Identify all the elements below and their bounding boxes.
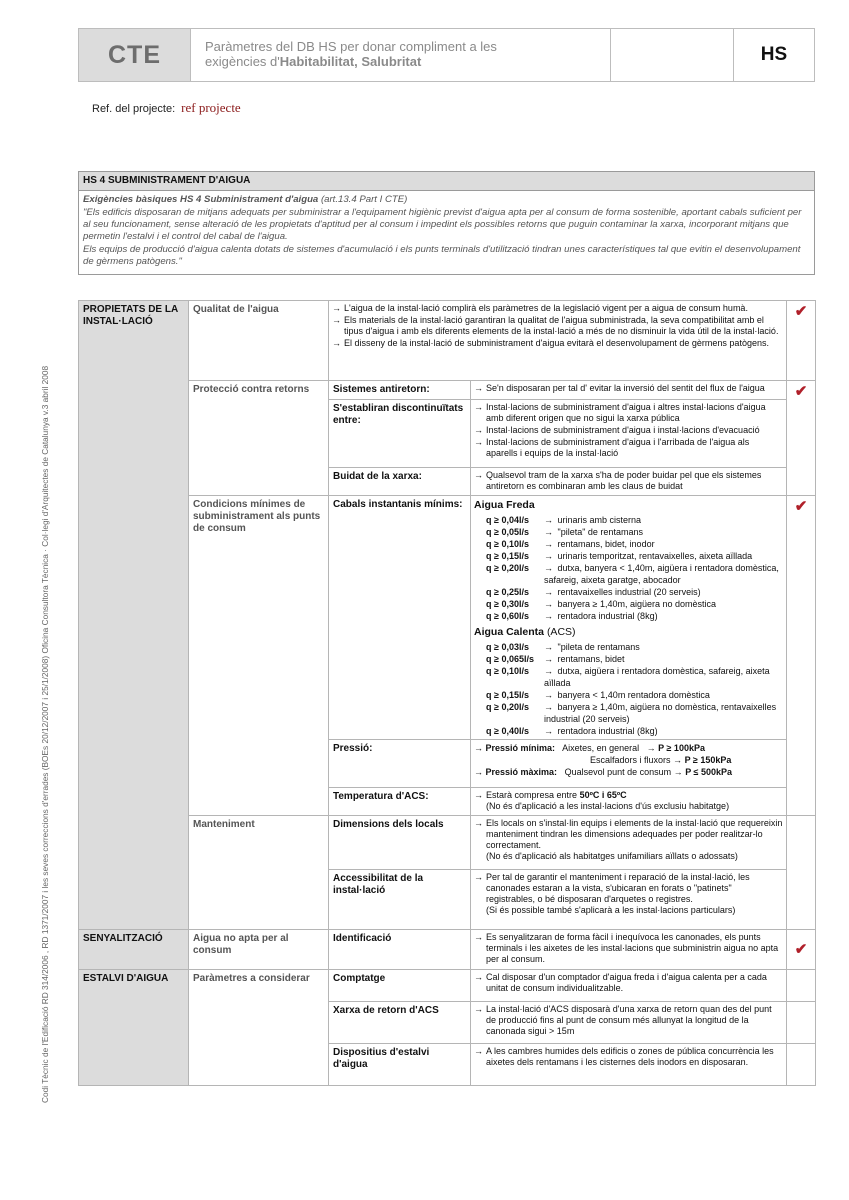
flow-value: q ≥ 0,10l/s [486, 539, 529, 549]
comptatge-label: Comptatge [329, 970, 471, 1002]
cabals-content [471, 496, 787, 740]
dispositius-content: → A les cambres humides dels edificis o zones de pública concurrència les aixetes dels rentamans i les cisternes dels inodors en disposaran. [471, 1044, 787, 1086]
table-row [79, 381, 816, 400]
flow-item [486, 598, 783, 610]
flow-value: q ≥ 0,03l/s [486, 642, 529, 652]
estalvi-label: Paràmetres a considerar [189, 970, 329, 1086]
freda-list [474, 514, 783, 622]
senyal-label: Aigua no apta per al consum [189, 930, 329, 970]
flow-use: rentamans, bidet, inodor [557, 539, 655, 549]
flow-item [486, 514, 783, 526]
flow-value: q ≥ 0,05l/s [486, 527, 529, 537]
section-senyalitzacio: SENYALITZACIÓ [79, 930, 189, 970]
list-item: → Instal·lacions de subministrament d'aigua i l'arribada de l'aigua als aparells i equips de la instal·lació [474, 437, 750, 458]
check-icon: ✔ [794, 498, 808, 515]
flow-value: q ≥ 0,10l/s [486, 666, 529, 676]
flow-item [486, 701, 783, 725]
list-item: → El disseny de la instal·lació de subministrament d'aigua evitarà el desenvolupament de gèrmens patògens. [332, 338, 769, 348]
table-row [79, 930, 816, 970]
flow-item [486, 653, 783, 665]
identificacio-content: → Es senyalitzaran de forma fàcil i inequívoca les canonades, els punts terminals i les aixetes de les instal·lacions que subministrin aigua no apta per al consum. [471, 930, 787, 970]
qualitat-label: Qualitat de l'aigua [189, 301, 329, 381]
list-item: → Instal·lacions de subministrament d'aigua i altres instal·lacions d'aigua amb diferent origen que no sigui la xarxa pública [474, 402, 766, 423]
temperatura-label: Temperatura d'ACS: [329, 788, 471, 816]
flow-use: "pileta de rentamans [557, 642, 640, 652]
flow-item [486, 689, 783, 701]
flow-value: q ≥ 0,25l/s [486, 587, 529, 597]
flow-value: q ≥ 0,20l/s [486, 563, 529, 573]
reference-value: ref projecte [181, 100, 241, 115]
condicions-checkbox[interactable] [787, 496, 816, 816]
proteccio-checkbox[interactable] [787, 381, 816, 496]
manteniment-label: Manteniment [189, 816, 329, 930]
header-spacer [611, 29, 734, 81]
temperatura-content: → Estarà compresa entre 50ºC i 65ºC (No és d'aplicació a les instal·lacions d'ús exclusiu habitatge) [471, 788, 787, 816]
list-item: → Els materials de la instal·lació garantiran la qualitat de l'aigua subministrada, la seva compatibilitat amb el tipus d'aigua i amb els diferents elements de la instal·lació a més de no disminuir la vida útil de la instal·lació. [332, 315, 779, 336]
section-estalvi: ESTALVI D'AIGUA [79, 970, 189, 1086]
requirements-table [78, 300, 815, 1086]
accessibilitat-content: → Per tal de garantir el manteniment i reparació de la instal·lació, les canonades estaran a la vista, s'ubicaran en forats o "patinets" registrables, o bé disposaran d'arquetes o registres. (Si és possible també s'aplicarà a les instal·lacions particulars) [471, 870, 787, 930]
intro-paragraph-2: Els equips de producció d'aigua calenta dotats de sistemes d'acumulació i els punts terminals d'utilització tindran unes característiques tal que evitin el desenvolupament de gèrmens patògens." [83, 244, 801, 267]
arrow-icon: → [544, 690, 553, 700]
flow-use: rentamans, bidet [557, 654, 625, 664]
title-line-1: Paràmetres del DB HS per donar compliment a les [205, 39, 497, 54]
title-line-2: exigències d'Habitabilitat, Salubritat [205, 54, 422, 69]
cte-logo: CTE [79, 29, 191, 81]
flow-item [486, 725, 783, 737]
arrow-icon: → [544, 539, 553, 549]
arrow-icon: → [544, 702, 553, 712]
check-icon: ✔ [794, 941, 808, 958]
flow-value: q ≥ 0,40l/s [486, 726, 529, 736]
side-legal-text: Codi Tècnic de l'Edificació RD 314/2006 , RD 1371/2007 i les seves correccions d'errades (BOEs 20/12/2007 i 25/1/2008) Oficina Consultora Tècnica · Col·legi d'Arquitectes de Catalunya v.3 abril 2008 [40, 365, 50, 1103]
flow-item [486, 610, 783, 622]
xarxa-retorn-checkbox[interactable] [787, 1002, 816, 1044]
discontinuitats-label: S'establiran discontinuïtats entre: [329, 400, 471, 468]
arrow-icon: → [544, 587, 553, 597]
flow-use: dutxa, aigüera i rentadora domèstica, safareig, aixeta aïllada [544, 666, 770, 688]
accessibilitat-label: Accessibilitat de la instal·lació [329, 870, 471, 930]
section-code: HS [760, 44, 788, 65]
intro-body [79, 191, 814, 274]
identificacio-label: Identificació [329, 930, 471, 970]
flow-use: urinaris amb cisterna [557, 515, 642, 525]
comptatge-checkbox[interactable] [787, 970, 816, 1002]
arrow-icon: → [544, 599, 553, 609]
flow-use: banyera ≥ 1,40m, aigüera no domèstica [557, 599, 717, 609]
dispositius-label: Dispositius d'estalvi d'aigua [329, 1044, 471, 1086]
table-row [79, 970, 816, 1002]
flow-use: rentadora industrial (8kg) [557, 726, 658, 736]
discontinuitats-content [471, 400, 787, 468]
arrow-icon: → [544, 642, 553, 652]
senyal-checkbox[interactable] [787, 930, 816, 970]
flow-use: rentavaixelles industrial (20 serveis) [557, 587, 701, 597]
document-title [191, 29, 611, 81]
arrow-icon: → [544, 611, 553, 621]
project-reference [92, 100, 241, 116]
xarxa-retorn-label: Xarxa de retorn d'ACS [329, 1002, 471, 1044]
arrow-icon: → [544, 726, 553, 736]
arrow-icon: → [544, 563, 553, 573]
freda-title: Aigua Freda [474, 499, 535, 511]
list-item: → Instal·lacions de subministrament d'aigua i instal·lacions d'evacuació [474, 425, 760, 435]
flow-use: banyera ≥ 1,40m, aigüera no domèstica, rentavaixelles industrial (20 serveis) [544, 702, 777, 724]
reference-label: Ref. del projecte: [92, 103, 176, 115]
flow-item [486, 641, 783, 653]
manteniment-checkbox[interactable] [787, 816, 816, 930]
flow-value: q ≥ 0,065l/s [486, 654, 534, 664]
xarxa-retorn-content: → La instal·lació d'ACS disposarà d'una xarxa de retorn quan des del punt de producció fins al punt de consum més allunyat la longitud de la canonada sigui > 15m [471, 1002, 787, 1044]
flow-use: "pileta" de rentamans [557, 527, 643, 537]
flow-use: banyera < 1,40m rentadora domèstica [557, 690, 710, 700]
flow-item [486, 665, 783, 689]
flow-item [486, 538, 783, 550]
flow-use: dutxa, banyera < 1,40m, aigüera i rentadora domèstica, safareig, aixeta garatge, abocador [544, 563, 779, 585]
table-row [79, 816, 816, 870]
pressio-content: → Pressió mínima: Aixetes, en general → P ≥ 100kPa Escalfadors i fluxors → P ≥ 150kPa → Pressió màxima: Qualsevol punt de consum → P ≤ 500kPa [471, 740, 787, 788]
pressio-label: Pressió: [329, 740, 471, 788]
intro-paragraph-1: "Els edificis disposaran de mitjans adequats per subministrar a l'equipament higiènic previst d'aigua apta per al consum de forma sostenible, aportant cabals suficient per al seu funcionament, sense alteració de les propietats d'aptitud per al consum i impedint els possibles retorns que puguin contaminar la xarxa, incorporant mitjans que permetin l'estalvi i el control del cabal de l'aigua. [83, 207, 802, 242]
flow-value: q ≥ 0,15l/s [486, 551, 529, 561]
flow-value: q ≥ 0,20l/s [486, 702, 529, 712]
antiretorn-content: → Se'n disposaran per tal d' evitar la inversió del sentit del flux de l'aigua [471, 381, 787, 400]
arrow-icon: → [544, 666, 553, 676]
dimensions-content: → Els locals on s'instal·lin equips i elements de la instal·lació que requereixin manteniment tindran les dimensions adequades per poder realitzar-lo correctament. (No és d'aplicació als habitatges unifamiliars aïllats o adossats) [471, 816, 787, 870]
arrow-icon: → [544, 654, 553, 664]
section-propietats: PROPIETATS DE LA INSTAL·LACIÓ [79, 301, 189, 930]
calenta-list [474, 641, 783, 737]
flow-use: rentadora industrial (8kg) [557, 611, 658, 621]
flow-value: q ≥ 0,15l/s [486, 690, 529, 700]
buidat-content: → Qualsevol tram de la xarxa s'ha de poder buidar pel que els sistemes antiretorn es combinaran amb les claus de buidat [471, 468, 787, 496]
intro-title: HS 4 SUBMINISTRAMENT D'AIGUA [79, 172, 814, 191]
intro-block [78, 171, 815, 275]
check-icon: ✔ [794, 303, 808, 320]
table-row [79, 301, 816, 381]
intro-heading: Exigències bàsiques HS 4 Subministrament d'aigua (art.13.4 Part I CTE) [83, 194, 408, 205]
flow-value: q ≥ 0,04l/s [486, 515, 529, 525]
table-row [79, 496, 816, 740]
cabals-label: Cabals instantanis mínims: [329, 496, 471, 740]
dispositius-checkbox[interactable] [787, 1044, 816, 1086]
proteccio-label: Protecció contra retorns [189, 381, 329, 496]
flow-item [486, 562, 783, 586]
arrow-icon: → [544, 527, 553, 537]
qualitat-content [329, 301, 787, 381]
arrow-icon: → [544, 551, 553, 561]
qualitat-checkbox[interactable] [787, 301, 816, 381]
flow-item [486, 550, 783, 562]
flow-item [486, 526, 783, 538]
comptatge-content: → Cal disposar d'un comptador d'aigua freda i d'aigua calenta per a cada unitat de consum individualitzable. [471, 970, 787, 1002]
buidat-label: Buidat de la xarxa: [329, 468, 471, 496]
antiretorn-label: Sistemes antiretorn: [329, 381, 471, 400]
flow-value: q ≥ 0,30l/s [486, 599, 529, 609]
document-header [78, 28, 815, 82]
flow-value: q ≥ 0,60l/s [486, 611, 529, 621]
condicions-label: Condicions mínimes de subministrament als punts de consum [189, 496, 329, 816]
flow-use: urinaris temporitzat, rentavaixelles, aixeta aïllada [557, 551, 753, 561]
dimensions-label: Dimensions dels locals [329, 816, 471, 870]
arrow-icon: → [544, 515, 553, 525]
flow-item [486, 586, 783, 598]
list-item: → L'aigua de la instal·lació complirà els paràmetres de la legislació vigent per a aigua de consum humà. [332, 303, 748, 313]
calenta-title: Aigua Calenta (ACS) [474, 626, 576, 638]
check-icon: ✔ [794, 383, 808, 400]
